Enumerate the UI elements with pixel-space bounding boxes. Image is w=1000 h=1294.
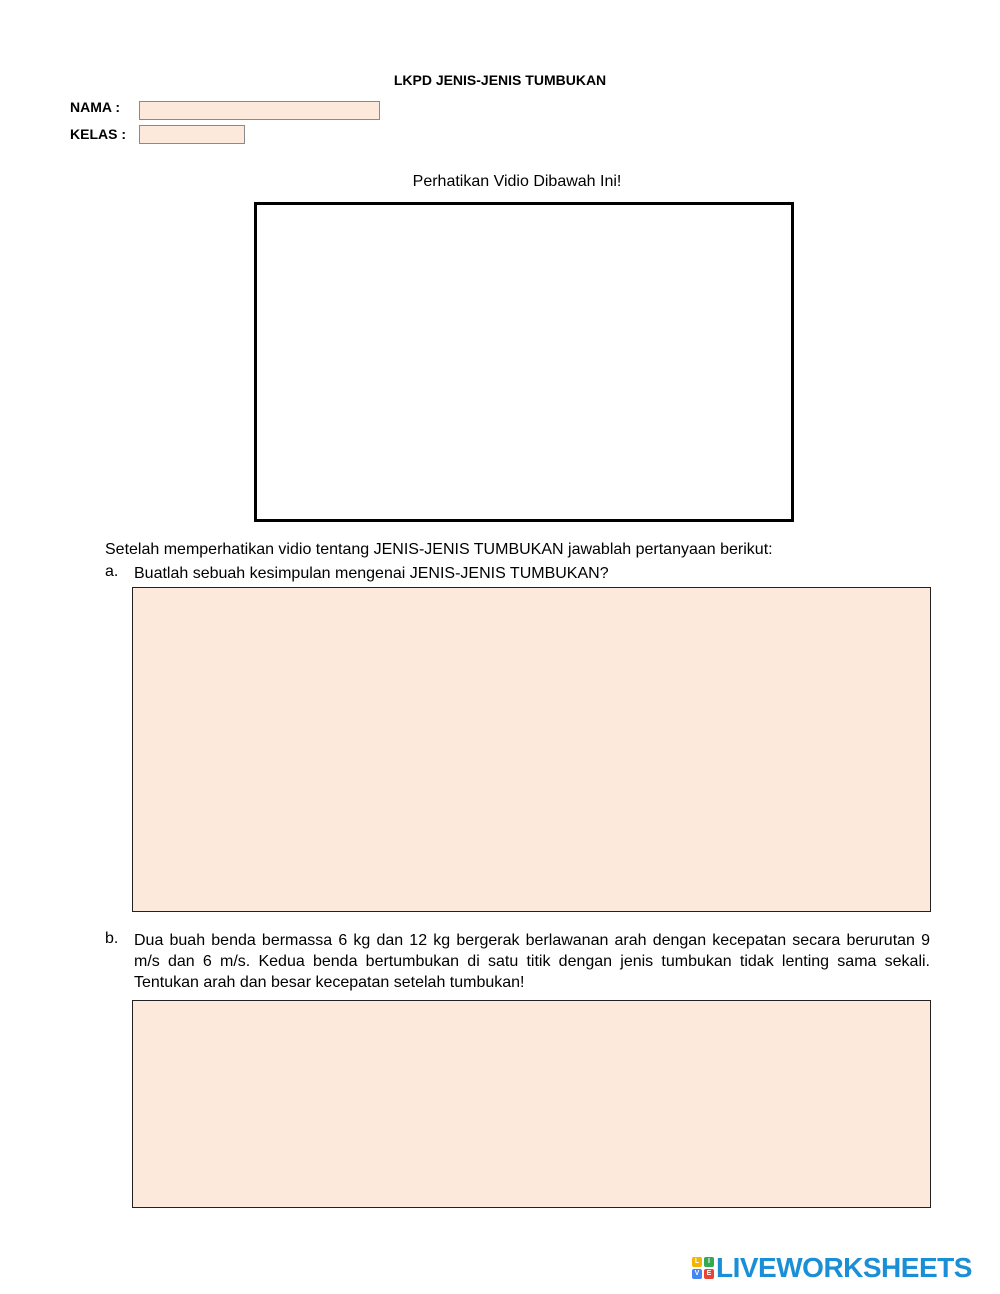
- question-a-text: Buatlah sebuah kesimpulan mengenai JENIS-JENIS TUMBUKAN?: [134, 565, 609, 582]
- logo-tile-i: I: [704, 1257, 714, 1267]
- kelas-input[interactable]: [139, 125, 245, 144]
- kelas-label: KELAS :: [70, 126, 126, 142]
- worksheet-title: LKPD JENIS-JENIS TUMBUKAN: [393, 72, 607, 88]
- nama-label: NAMA :: [70, 99, 121, 115]
- logo-tile-l: L: [692, 1257, 702, 1267]
- question-b-text: Dua buah benda bermassa 6 kg dan 12 kg bergerak berlawanan arah dengan kecepatan secara berurutan 9 m/s dan 6 m/s. Kedua benda bertumbukan di satu titik dengan jenis tumbukan tidak lenting sama sekali. Tentukan arah dan besar kecepatan setelah tumbukan!: [134, 932, 930, 991]
- question-b-marker: b.: [105, 930, 119, 947]
- answer-a-textarea[interactable]: [132, 587, 931, 912]
- liveworksheets-icon: [692, 1257, 714, 1279]
- liveworksheets-wordmark: LIVEWORKSHEETS: [716, 1252, 972, 1283]
- video-heading: Perhatikan Vidio Dibawah Ini!: [412, 173, 622, 190]
- nama-input[interactable]: [139, 101, 380, 120]
- instruction-text: Setelah memperhatikan vidio tentang JENIS-JENIS TUMBUKAN jawablah pertanyaan berikut:: [105, 541, 773, 558]
- question-a-marker: a.: [105, 563, 119, 580]
- liveworksheets-logo[interactable]: [692, 1252, 972, 1284]
- answer-b-textarea[interactable]: [132, 1000, 931, 1208]
- logo-tile-v: V: [692, 1269, 702, 1279]
- logo-tile-e: E: [704, 1269, 714, 1279]
- video-player[interactable]: [254, 202, 794, 522]
